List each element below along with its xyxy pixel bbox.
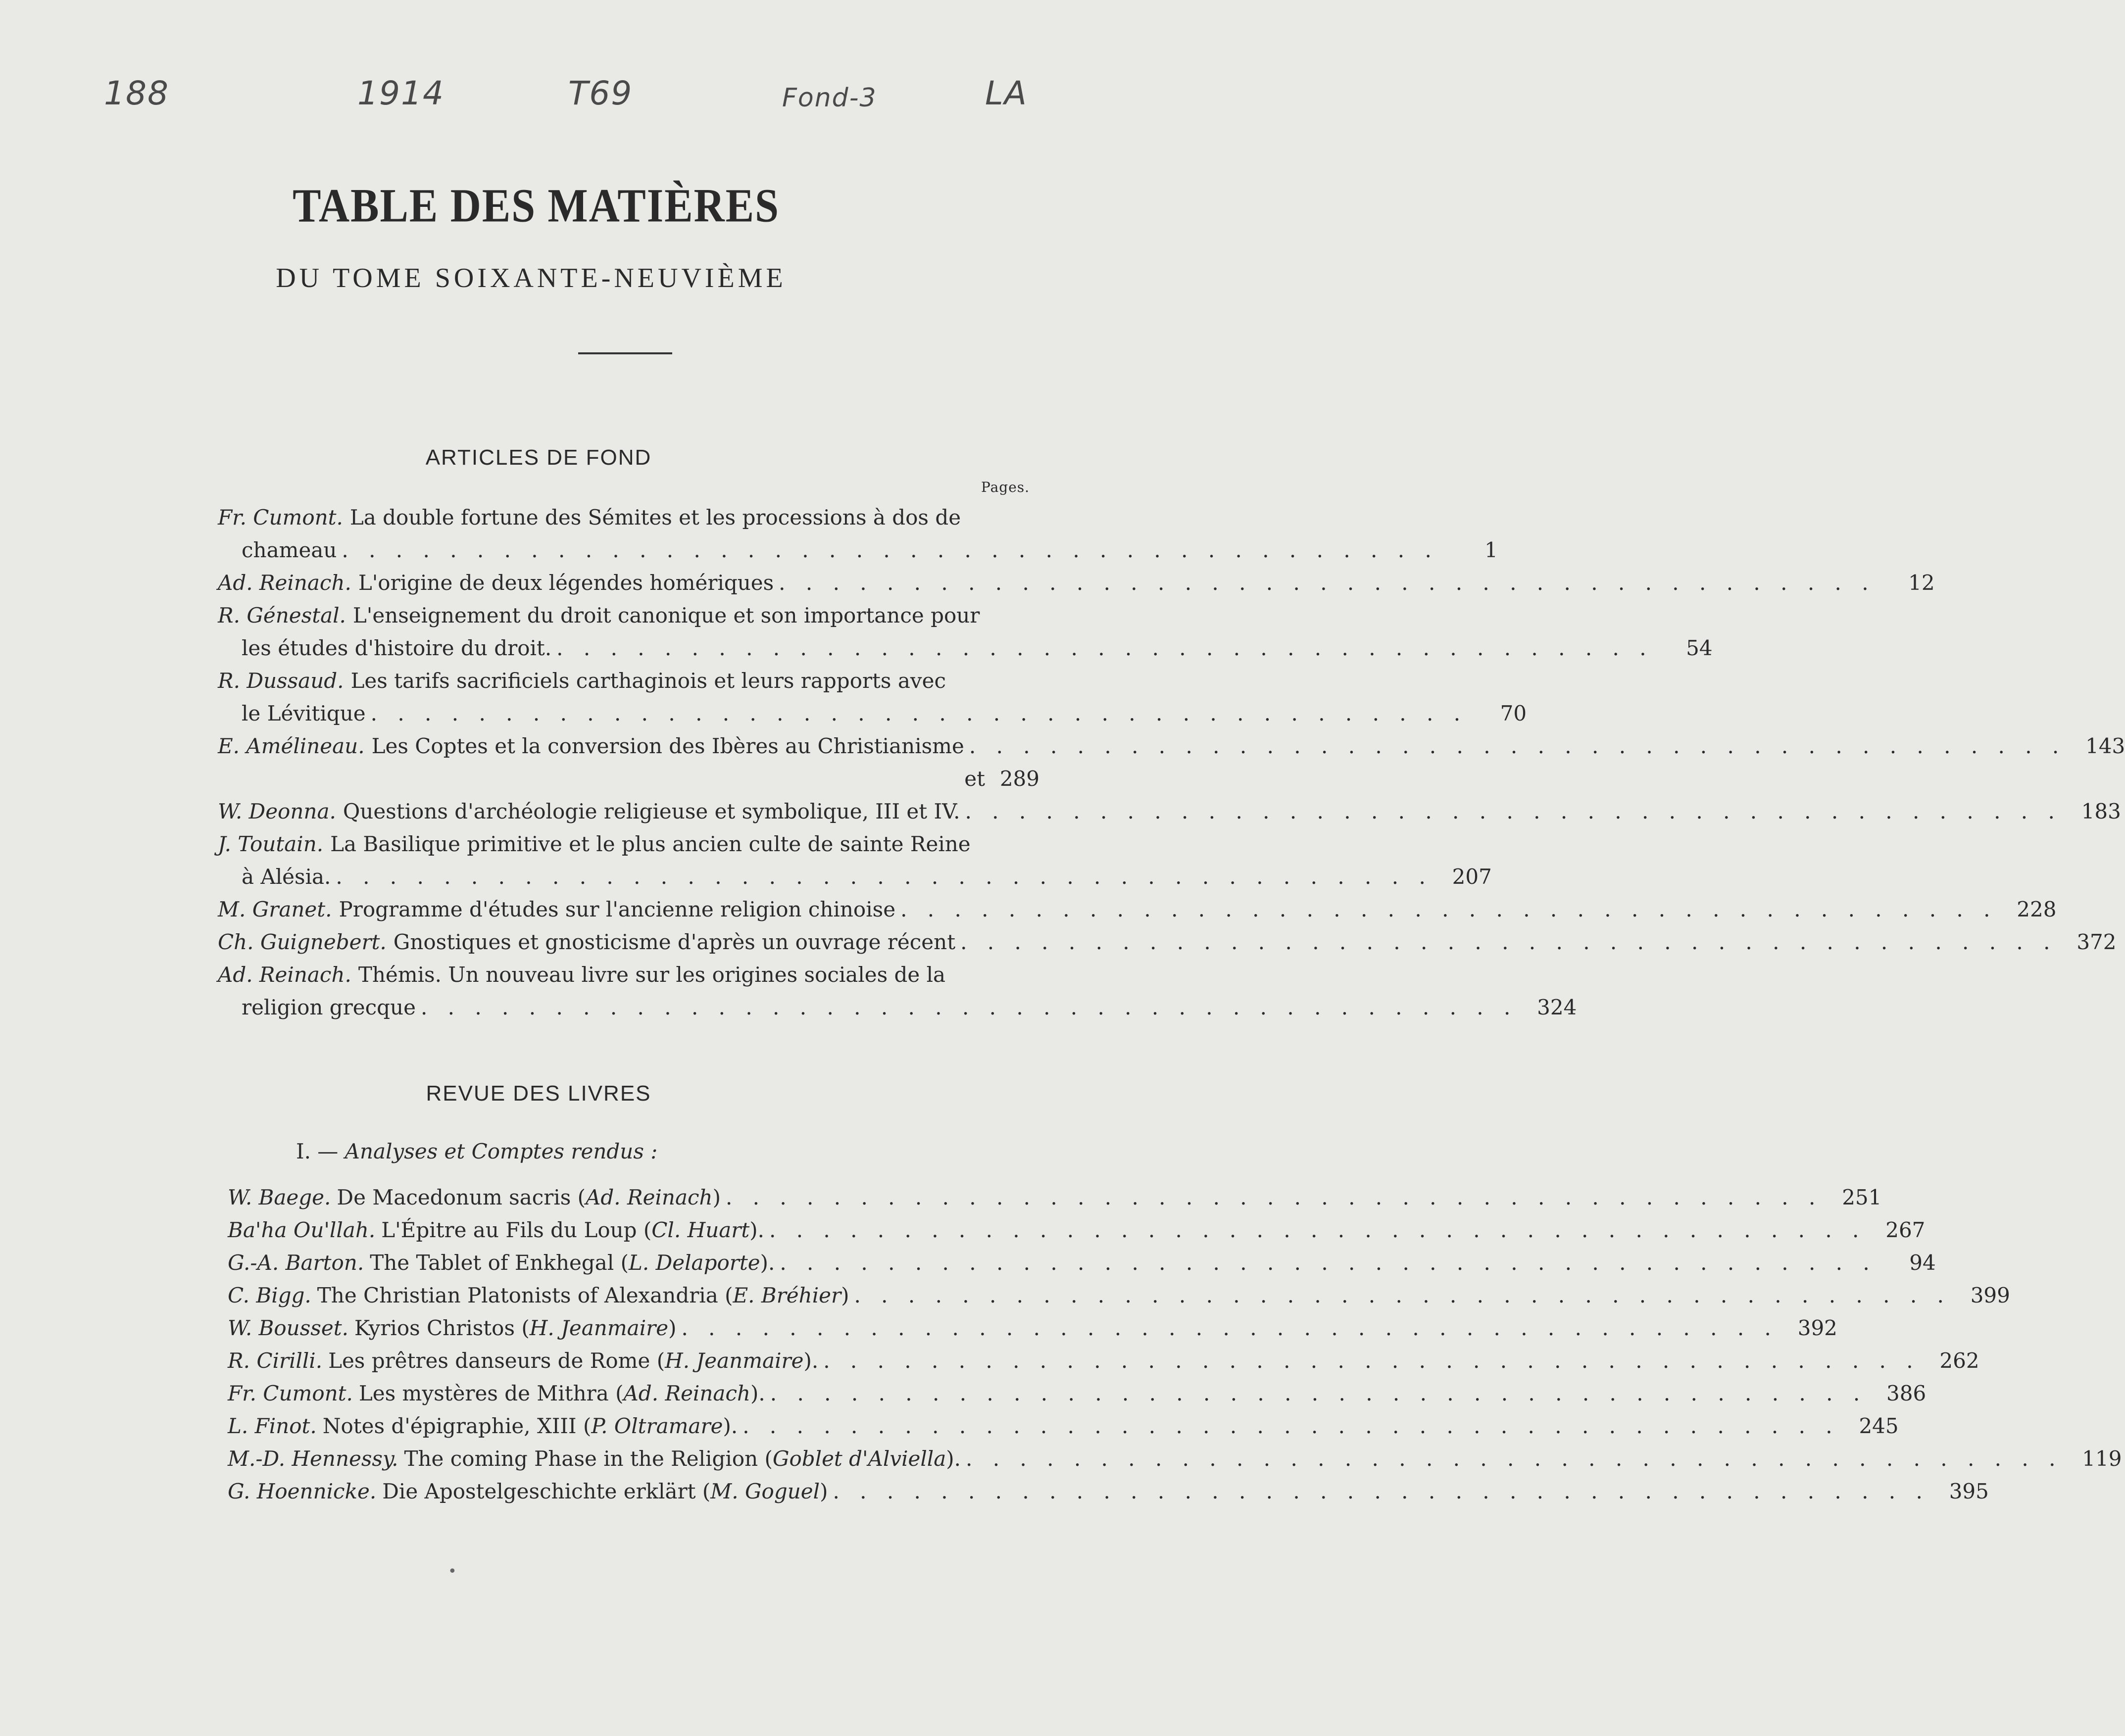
entry-line [218,501,1039,534]
page-number: 372 [2076,930,2117,954]
review-close: ). [760,1251,775,1275]
review-reviewer: H. Jeanmaire [665,1349,804,1373]
review-reviewer: M. Goguel [710,1479,820,1503]
entry-line [218,534,1498,567]
entry-title: L'enseignement du droit canonique et son importance pour [352,603,980,627]
page-title: TABLE DES MATIÈRES [293,179,780,232]
page-number: 70 [1500,701,1527,725]
leader-dots: . . . . . . . . . . . . . . . . . . . . . . . . . . . . . . . . . . . . . . . . . [420,995,1518,1019]
subheading-prefix: I. — [296,1139,339,1163]
leader-dots: . . . . . . . . . . . . . . . . . . . . . . . . . . . . . . . . . . . . . . . . . [742,1414,1839,1438]
entry-line [218,697,1527,730]
review-author: M.-D. Hennessy. [228,1447,398,1471]
review-close: ). [946,1447,961,1471]
review-close: ) [841,1283,849,1307]
page-number: 324 [1537,995,1577,1019]
leader-dots: . . . . . . . . . . . . . . . . . . . . . . . . . . . . . . . . . . . . . . . . . [770,1381,1867,1405]
review-close: ). [749,1218,764,1242]
leader-dots: . . . . . . . . . . . . . . . . . . . . . . . . . . . . . . . . . . . . . . . . . [960,930,2057,954]
review-title: Les prêtres danseurs de Rome ( [328,1349,665,1373]
entry-line [218,665,1039,697]
article-entry [218,730,2125,795]
review-reviewer: L. Delaporte [629,1251,760,1275]
article-entry [218,665,1527,730]
page-number: 1 [1484,538,1498,562]
review-author: W. Baege. [228,1185,331,1209]
entry-line [218,567,1935,599]
entry-author: Ad. Reinach. [218,571,351,595]
entry-title: Programme d'études sur l'ancienne religion chinoise [339,897,896,921]
review-title: The coming Phase in the Religion ( [404,1447,773,1471]
entry-title-cont: les études d'histoire du droit. [242,636,552,660]
review-title: Kyrios Christos ( [354,1316,530,1340]
entry-line [218,730,2125,763]
entry-line [218,861,1492,893]
review-title: De Macedonum sacris ( [337,1185,586,1209]
entry-line [218,991,1577,1024]
review-close: ) [820,1479,828,1503]
page-number: 245 [1859,1414,1899,1438]
page-number: 54 [1686,636,1713,660]
entry-line [218,599,1039,632]
review-entry [218,1443,2122,1475]
divider [578,352,672,354]
reviews-subheading [296,1139,657,1163]
review-author: Fr. Cumont. [228,1381,353,1405]
entry-line [218,763,1039,795]
entry-author: E. Amélineau. [218,734,365,758]
entry-line [218,828,1039,861]
entry-author: M. Granet. [218,897,332,921]
review-entry [218,1247,1936,1279]
article-entry [218,567,1935,599]
page-number: 395 [1949,1479,1989,1503]
articles-list [218,501,2125,1024]
subheading-text: Analyses et Comptes rendus : [345,1139,658,1163]
entry-line [218,795,2121,828]
review-entry [218,1410,1899,1443]
entry-title: Questions d'archéologie religieuse et symbolique, III et IV. [343,799,960,823]
entry-line [218,959,1039,991]
review-entry [218,1279,2010,1312]
article-entry [218,501,1498,567]
review-reviewer: P. Oltramare [591,1414,723,1438]
review-reviewer: E. Bréhier [733,1283,841,1307]
leader-dots: . . . . . . . . . . . . . . . . . . . . . . . . . . . . . . . . . . . . . . . . . [969,734,2066,758]
page-number: 183 [2081,799,2121,823]
pages-column-label: Pages. [981,479,1030,495]
review-reviewer: Goblet d'Alviella [772,1447,946,1471]
reviews-list [218,1181,2122,1508]
leader-dots: . . . . . . . . . . . . . . . . . . . . . . . . . . . . . . . . . . . . . . . . . [725,1185,1823,1209]
leader-dots: . . . . . . . . . . . . . . . . . . . . . . . . . . . . . . . . . . . . . . . . . [556,636,1653,660]
entry-author: Ad. Reinach. [218,963,351,987]
leader-dots: . . . . . . . . . . . . . . . . . . . . . . . . . . . . . . . . . . . . . . . . . [966,1447,2063,1471]
review-entry [218,1181,1882,1214]
entry-title-cont: à Alésia. [242,865,331,889]
entry-title: Les tarifs sacrificiels carthaginois et leurs rapports avec [350,669,946,693]
leader-dots: . . . . . . . . . . . . . . . . . . . . . . . . . . . . . . . . . . . . . . . . . [833,1479,1929,1503]
article-entry [218,959,1577,1024]
review-title: Notes d'épigraphie, XIII ( [322,1414,592,1438]
page-number: 289 [999,767,1039,791]
entry-title: L'origine de deux légendes homériques [358,571,774,595]
articles-heading: ARTICLES DE FOND [425,445,652,470]
leader-dots: . . . . . . . . . . . . . . . . . . . . . . . . . . . . . . . . . . . . . . . . . [336,865,1433,889]
review-title: L'Épitre au Fils du Loup ( [381,1218,652,1242]
review-title: Die Apostelgeschichte erklärt ( [382,1479,711,1503]
leader-dots: . . . . . . . . . . . . . . . . . . . . . . . . . . . . . . . . . . . . . . . . . [779,571,1876,595]
review-reviewer: Ad. Reinach [586,1185,713,1209]
handwritten-mark: LA [985,74,1028,112]
entry-author: Fr. Cumont. [218,505,343,530]
entry-et: et [964,767,985,791]
review-close: ). [723,1414,738,1438]
review-entry [218,1377,1927,1410]
page-number: 399 [1970,1283,2010,1307]
entry-title: Les Coptes et la conversion des Ibères au Christianisme [371,734,964,758]
review-reviewer: H. Jeanmaire [529,1316,669,1340]
leader-dots: . . . . . . . . . . . . . . . . . . . . . . . . . . . . . . . . . . . . . . . . . [965,799,2062,823]
review-close: ). [750,1381,765,1405]
page-number: 12 [1908,571,1935,595]
review-author: R. Cirilli. [228,1349,323,1373]
article-entry [218,795,2121,828]
review-title: The Christian Platonists of Alexandria ( [317,1283,733,1307]
page-number: 392 [1797,1316,1837,1340]
handwritten-mark: 188 [104,74,169,112]
entry-author: Ch. Guignebert. [218,930,387,954]
page-number: 267 [1885,1218,1926,1242]
review-close: ). [803,1349,819,1373]
page-number: 251 [1842,1185,1882,1209]
stray-mark: • [448,1563,457,1580]
leader-dots: . . . . . . . . . . . . . . . . . . . . . . . . . . . . . . . . . . . . . . . . . [823,1349,1920,1373]
entry-title: La double fortune des Sémites et les processions à dos de [349,505,961,530]
leader-dots: . . . . . . . . . . . . . . . . . . . . . . . . . . . . . . . . . . . . . . . . . [370,701,1468,725]
review-title: Les mystères de Mithra ( [358,1381,624,1405]
reviews-heading: REVUE DES LIVRES [426,1081,651,1106]
page-number: 228 [2017,897,2057,921]
leader-dots: . . . . . . . . . . . . . . . . . . . . . . . . . . . . . . . . . . . . . . . . . [900,897,1997,921]
leader-dots: . . . . . . . . . . . . . . . . . . . . . . . . . . . . . . . . . . . . . . . . . [854,1283,1951,1307]
page-number: 143 [2085,734,2125,758]
entry-title-cont: religion grecque [242,995,416,1019]
review-title: The Tablet of Enkhegal ( [370,1251,629,1275]
entry-line [218,632,1713,665]
entry-author: J. Toutain. [218,832,324,856]
review-entry [218,1214,1926,1247]
leader-dots: . . . . . . . . . . . . . . . . . . . . . . . . . . . . . . . . . . . . . . . . . [681,1316,1778,1340]
entry-title-cont: le Lévitique [242,701,366,725]
entry-title-cont: chameau [242,538,337,562]
entry-author: W. Deonna. [218,799,336,823]
leader-dots: . . . . . . . . . . . . . . . . . . . . . . . . . . . . . . . . . . . . . . . . . [342,538,1438,562]
page-number: 119 [2082,1447,2122,1471]
review-reviewer: Ad. Reinach [623,1381,751,1405]
review-author: Ba'ha Ou'llah. [228,1218,376,1242]
entry-title: La Basilique primitive et le plus ancien culte de sainte Reine [330,832,971,856]
page-number: 386 [1886,1381,1927,1405]
review-author: G.-A. Barton. [228,1251,364,1275]
review-author: C. Bigg. [228,1283,311,1307]
review-author: W. Bousset. [228,1316,348,1340]
handwritten-mark: 1914 [357,74,445,112]
review-entry [218,1312,1837,1345]
entry-line [218,926,2117,959]
page-subtitle: DU TOME SOIXANTE-NEUVIÈME [276,263,787,293]
review-close: ) [668,1316,677,1340]
article-entry [218,828,1492,893]
review-entry [218,1475,1989,1508]
page-number: 262 [1939,1349,1979,1373]
entry-line [218,893,2057,926]
leader-dots: . . . . . . . . . . . . . . . . . . . . . . . . . . . . . . . . . . . . . . . . . [780,1251,1877,1275]
page-number: 94 [1909,1251,1936,1275]
entry-title: Thémis. Un nouveau livre sur les origines sociales de la [358,963,946,987]
review-entry [218,1345,1979,1377]
entry-author: R. Dussaud. [218,669,344,693]
review-close: ) [712,1185,721,1209]
review-author: G. Hoennicke. [228,1479,377,1503]
entry-title: Gnostiques et gnosticisme d'après un ouvrage récent [393,930,956,954]
entry-author: R. Génestal. [218,603,346,627]
review-reviewer: Cl. Huart [651,1218,750,1242]
page-number: 207 [1452,865,1492,889]
review-author: L. Finot. [228,1414,317,1438]
leader-dots: . . . . . . . . . . . . . . . . . . . . . . . . . . . . . . . . . . . . . . . . . [769,1218,1866,1242]
article-entry [218,599,1713,665]
handwritten-mark: Fond-3 [782,83,877,113]
article-entry [218,926,2117,959]
article-entry [218,893,2057,926]
handwritten-mark: T69 [568,74,633,112]
